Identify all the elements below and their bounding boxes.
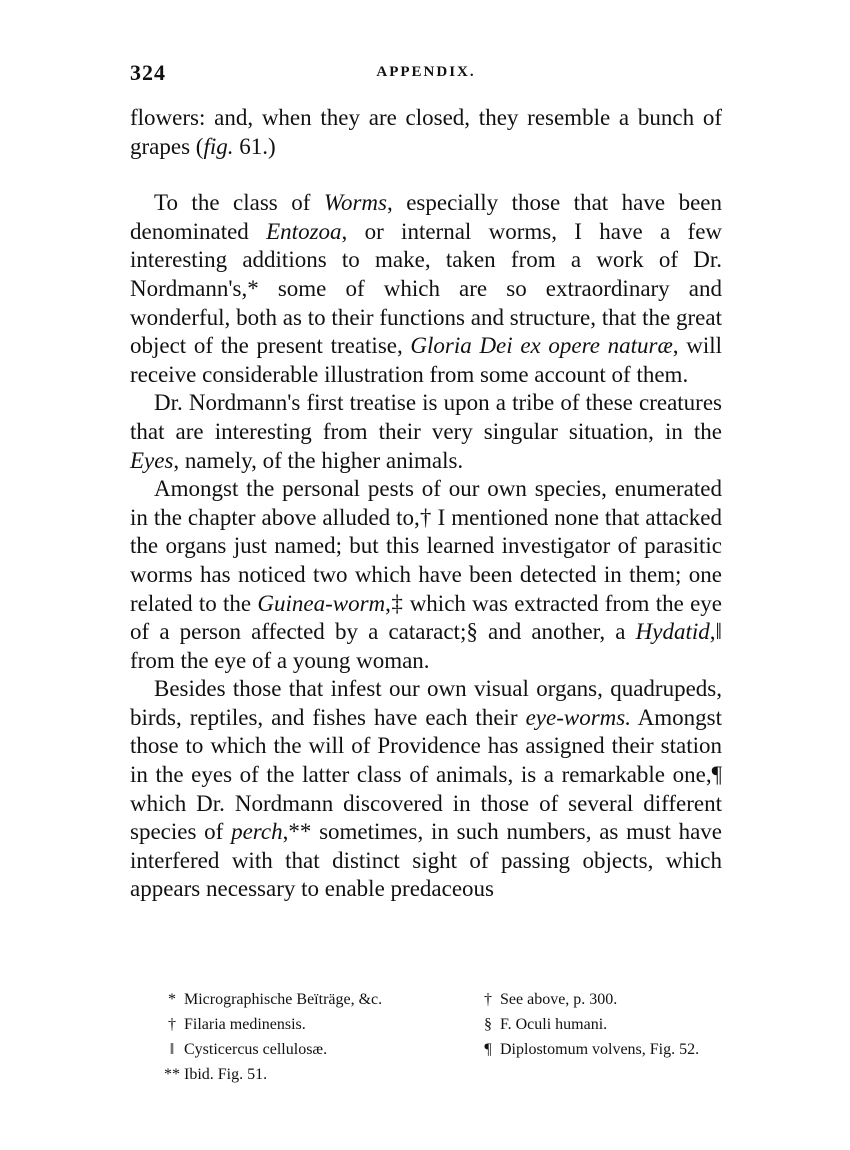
footnote-text: Micrographische Beïträge, &c. [184, 991, 383, 1008]
p2-latin-italic: Gloria Dei ex opere naturæ [410, 333, 673, 359]
p4-text-c: ,‖ from the eye of a young woman. [130, 619, 722, 673]
footnote [160, 987, 476, 1012]
footnote [160, 1062, 476, 1087]
p1-text-a: flowers: and, when they are closed, they resemble a bunch of grapes ( [130, 105, 722, 159]
footnote-text: Filaria medinensis. [184, 1016, 306, 1033]
paragraph-eye-worms [130, 675, 722, 904]
p1-text-b: 61.) [233, 133, 276, 159]
footnote-text: Ibid. Fig. 51. [184, 1066, 268, 1083]
footnote-row [160, 1062, 720, 1087]
footnote [476, 1012, 720, 1037]
footnote [160, 1012, 476, 1037]
page-number: 324 [130, 60, 166, 85]
footnote [476, 987, 720, 1012]
footnote-row [160, 1012, 720, 1037]
footnote-row [160, 987, 720, 1012]
paragraph-worms [130, 189, 722, 389]
p1-fig-italic: fig. [203, 133, 234, 159]
p5-text-b: Amongst those to which the will of Providence has assigned their station in the eyes of the latter class of animals, is a remarkable one,¶ which Dr. Nordmann discovered in those of several different species of [130, 704, 722, 845]
footnote-mark: ‖ [169, 1041, 175, 1058]
footnotes [160, 987, 720, 1087]
p3-text-b: , namely, of the higher animals. [173, 447, 464, 473]
p5-eye-worms-italic: eye-worms. [525, 704, 631, 730]
paragraph-personal-pests [130, 475, 722, 675]
p5-text-a: Besides those that infest our own visual organs, quadrupeds, birds, reptiles, and fishes have each their [130, 676, 722, 730]
running-title: APPENDIX. [376, 64, 476, 80]
footnote [160, 1037, 476, 1062]
footnote-mark: * [168, 991, 176, 1008]
p2-worms-italic: Worms [323, 190, 387, 216]
p4-hydatid-italic: Hydatid [635, 619, 710, 645]
footnote-text: Cysticercus cellulosæ. [184, 1041, 328, 1058]
p3-text-a: Dr. Nordmann's first treatise is upon a tribe of these creatures that are interesting from their very singular situation, in the [130, 390, 722, 444]
footnote-text: Diplostomum volvens, Fig. 52. [500, 1041, 700, 1058]
p2-text-b: , especially those that have been denominated [130, 190, 722, 244]
footnote-mark: † [484, 991, 492, 1008]
footnote-mark: ¶ [484, 1041, 492, 1058]
body-text [130, 104, 722, 904]
paragraph-eyes [130, 389, 722, 475]
p4-text-b: ,‡ which was extracted from the eye of a person affected by a cataract;§ and another, a [130, 590, 722, 645]
footnote-text: F. Oculi humani. [500, 1016, 608, 1033]
footnote-mark: § [484, 1016, 492, 1033]
p4-text-a: Amongst the personal pests of our own species, enumerated in the chapter above alluded to,† I mentioned none that attacked the organs just named; but this learned investigator of parasitic worms has noticed two which have been detected in them; one related to the [130, 476, 722, 616]
footnote-mark: ** [164, 1066, 180, 1083]
footnote-text: See above, p. 300. [500, 991, 618, 1008]
p3-eyes-italic: Eyes [130, 447, 174, 473]
p2-text-a: To the class of [154, 190, 324, 216]
footnote-mark: † [168, 1016, 176, 1033]
p4-guinea-worm-italic: Guinea-worm [257, 590, 386, 616]
p2-text-d: , will receive considerable illustration from some account of them. [130, 333, 723, 387]
p2-entozoa-italic: Entozoa [266, 218, 342, 244]
footnote-row [160, 1037, 720, 1062]
footnote [476, 1037, 720, 1062]
running-head [130, 60, 722, 90]
paragraph-continued [130, 104, 722, 161]
p5-perch-italic: perch [231, 819, 283, 845]
p5-text-c: ,** sometimes, in such numbers, as must have interfered with that distinct sight of passing objects, which appears necessary to enable predaceous [130, 819, 723, 902]
p2-text-c: , or internal worms, I have a few interesting additions to make, taken from a work of Dr. Nordmann's,* some of which are so extraordinary and wonderful, both as to their functions and structure, that the great object of the present treatise, [130, 218, 723, 359]
